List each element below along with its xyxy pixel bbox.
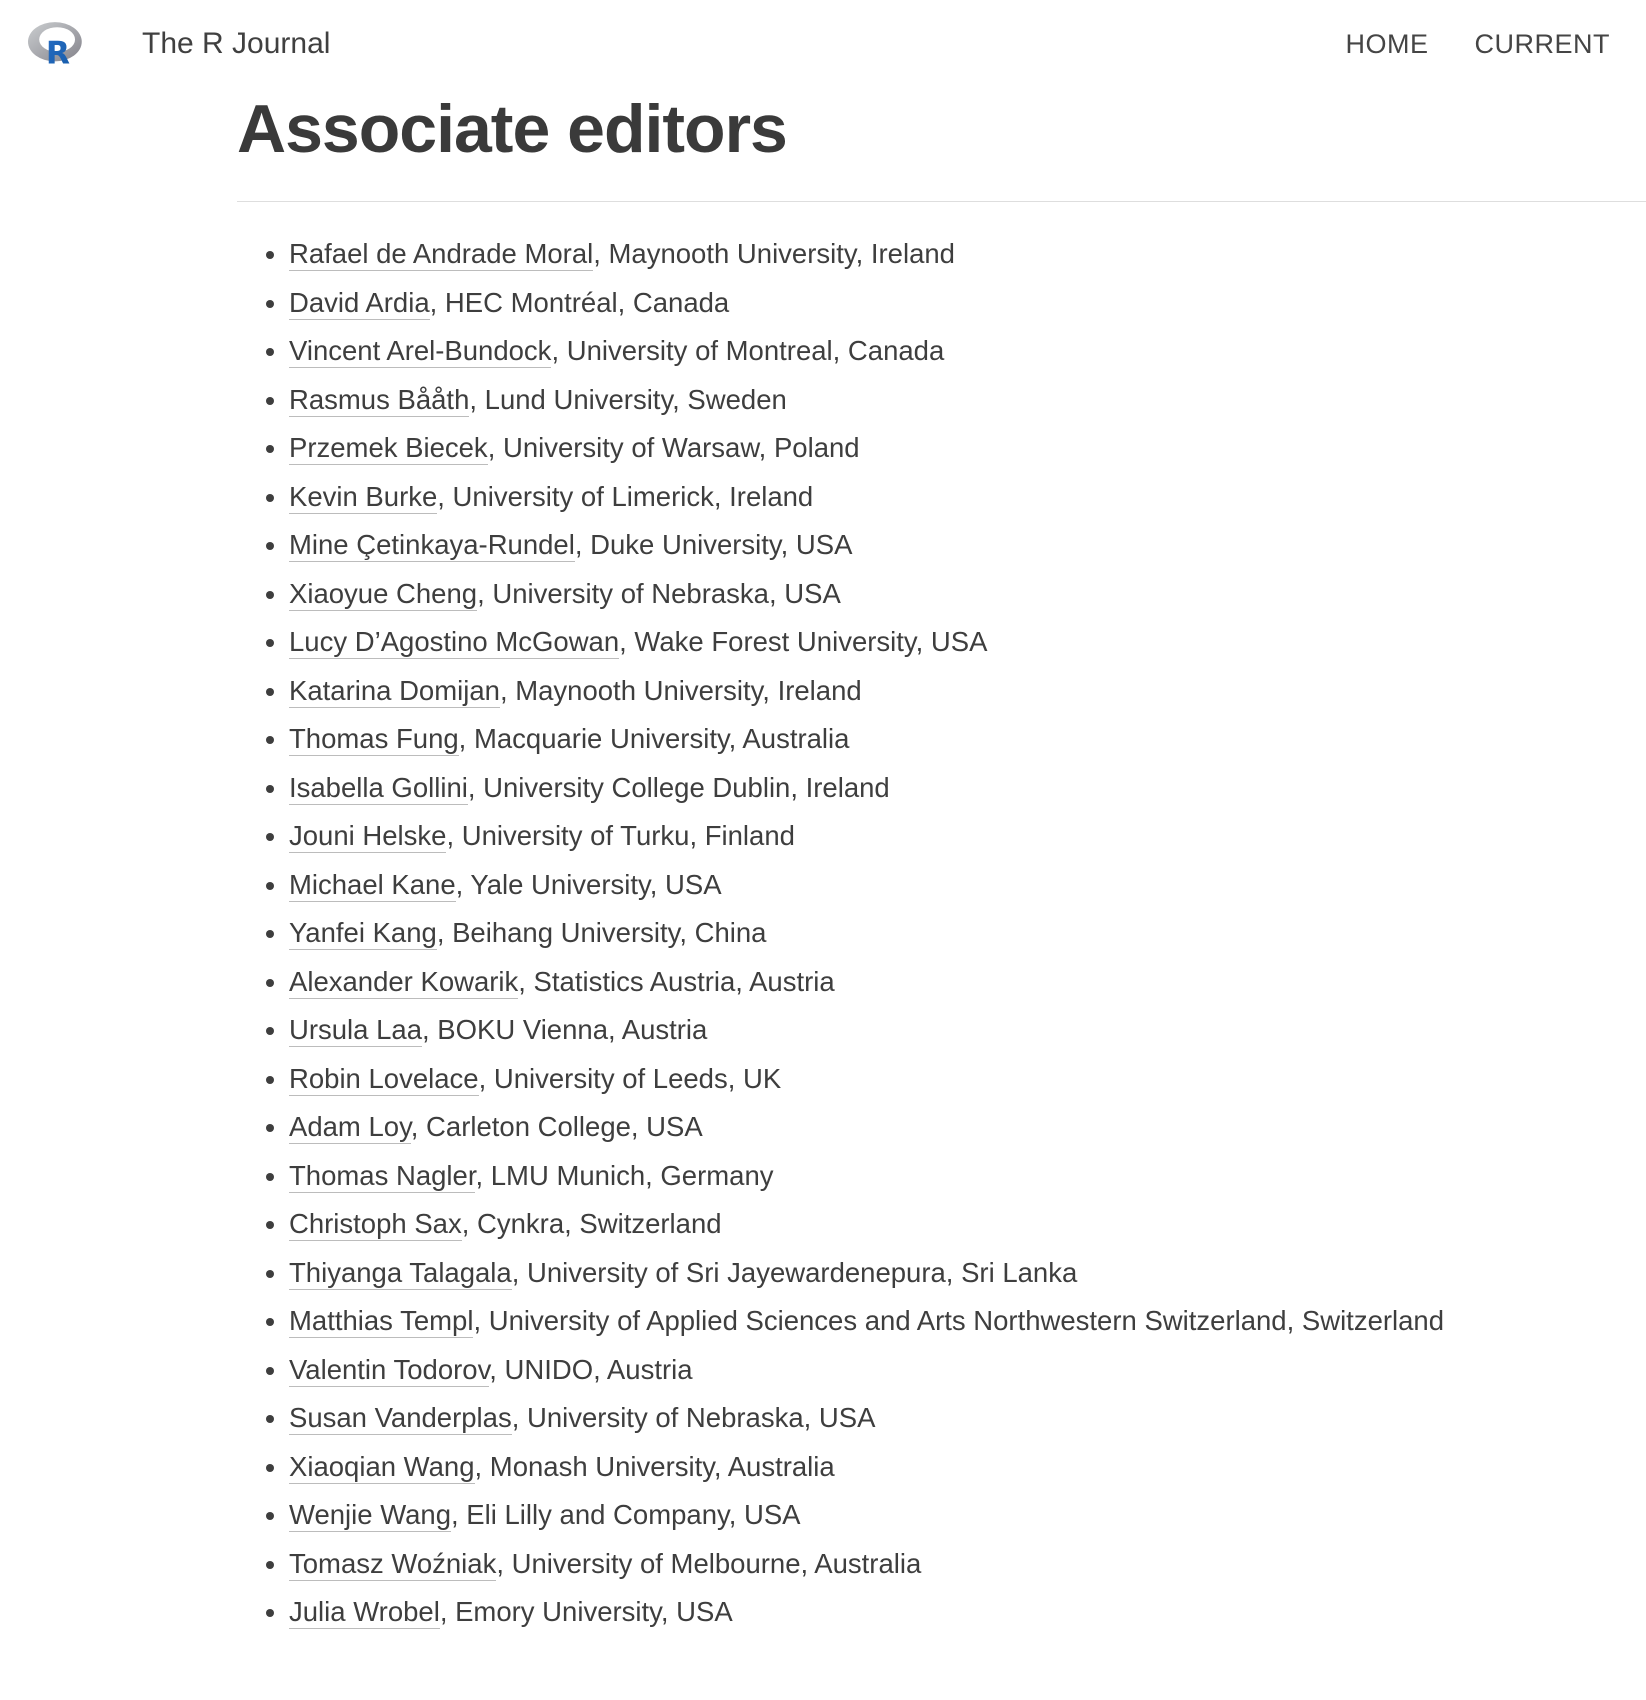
editor-link[interactable]: Katarina Domijan bbox=[289, 674, 500, 706]
editor-link[interactable]: Xiaoqian Wang bbox=[289, 1450, 475, 1482]
editor-link[interactable]: Mine Çetinkaya-Rundel bbox=[289, 529, 575, 561]
editor-affiliation: , Maynooth University, Ireland bbox=[499, 674, 862, 706]
editor-affiliation: , BOKU Vienna, Austria bbox=[422, 1014, 708, 1046]
editor-affiliation: , University of Applied Sciences and Arts Northwestern Switzerland, Switzerland bbox=[473, 1305, 1445, 1337]
editor-item bbox=[289, 570, 1646, 619]
editor-item bbox=[289, 473, 1646, 522]
editor-item bbox=[289, 909, 1646, 958]
editor-link[interactable]: Xiaoyue Cheng bbox=[289, 577, 478, 609]
editor-affiliation: , Macquarie University, Australia bbox=[458, 723, 850, 755]
editor-item bbox=[289, 1588, 1646, 1637]
editor-item bbox=[289, 1297, 1646, 1346]
site-title[interactable]: The R Journal bbox=[142, 27, 331, 60]
editor-affiliation: , Wake Forest University, USA bbox=[619, 626, 988, 658]
editor-item bbox=[289, 376, 1646, 425]
editor-affiliation: , UNIDO, Austria bbox=[489, 1353, 693, 1385]
main-nav bbox=[1346, 29, 1611, 60]
editor-affiliation: , Carleton College, USA bbox=[410, 1111, 703, 1143]
editor-link[interactable]: Lucy D’Agostino McGowan bbox=[289, 626, 620, 658]
editor-affiliation: , Lund University, Sweden bbox=[469, 383, 787, 415]
editor-affiliation: , Beihang University, China bbox=[436, 917, 767, 949]
editor-item bbox=[289, 764, 1646, 813]
editor-link[interactable]: Vincent Arel-Bundock bbox=[289, 335, 552, 367]
editor-item bbox=[289, 618, 1646, 667]
editor-item bbox=[289, 1394, 1646, 1443]
editor-link[interactable]: Matthias Templ bbox=[289, 1305, 474, 1337]
editor-item bbox=[289, 230, 1646, 279]
editor-item bbox=[289, 1346, 1646, 1395]
editor-item bbox=[289, 1006, 1646, 1055]
editor-link[interactable]: Isabella Gollini bbox=[289, 771, 468, 803]
editor-item bbox=[289, 1152, 1646, 1201]
editor-affiliation: , University of Limerick, Ireland bbox=[437, 480, 814, 512]
editor-link[interactable]: Ursula Laa bbox=[289, 1014, 422, 1046]
editor-link[interactable]: Jouni Helske bbox=[289, 820, 447, 852]
editor-link[interactable]: Rafael de Andrade Moral bbox=[289, 238, 594, 270]
editor-affiliation: , HEC Montréal, Canada bbox=[429, 286, 730, 318]
editor-item bbox=[289, 667, 1646, 716]
editor-link[interactable]: Adam Loy bbox=[289, 1111, 411, 1143]
site-header bbox=[0, 0, 1646, 72]
editor-item bbox=[289, 1055, 1646, 1104]
editor-item bbox=[289, 715, 1646, 764]
editor-link[interactable]: Thomas Fung bbox=[289, 723, 459, 755]
editor-item bbox=[289, 1491, 1646, 1540]
editor-item bbox=[289, 1103, 1646, 1152]
editor-affiliation: , LMU Munich, Germany bbox=[475, 1159, 774, 1191]
editor-link[interactable]: Wenjie Wang bbox=[289, 1499, 452, 1531]
editor-affiliation: , University College Dublin, Ireland bbox=[467, 771, 890, 803]
divider bbox=[237, 201, 1646, 202]
editor-affiliation: , University of Warsaw, Poland bbox=[487, 432, 860, 464]
content bbox=[0, 91, 1646, 1637]
editor-item bbox=[289, 521, 1646, 570]
editor-item bbox=[289, 812, 1646, 861]
editor-affiliation: , University of Montreal, Canada bbox=[551, 335, 945, 367]
editor-item bbox=[289, 1200, 1646, 1249]
editor-list bbox=[237, 230, 1646, 1637]
editor-affiliation: , University of Turku, Finland bbox=[446, 820, 795, 852]
editor-link[interactable]: Julia Wrobel bbox=[289, 1596, 440, 1628]
editor-link[interactable]: Yanfei Kang bbox=[289, 917, 437, 949]
editor-link[interactable]: Valentin Todorov bbox=[289, 1353, 490, 1385]
editor-link[interactable]: Tomasz Woźniak bbox=[289, 1547, 497, 1579]
editor-link[interactable]: David Ardia bbox=[289, 286, 430, 318]
nav-home[interactable]: HOME bbox=[1345, 28, 1429, 59]
editor-item bbox=[289, 1443, 1646, 1492]
editor-link[interactable]: Przemek Biecek bbox=[289, 432, 488, 464]
editor-item bbox=[289, 1540, 1646, 1589]
editor-affiliation: , University of Sri Jayewardenepura, Sri Lanka bbox=[511, 1256, 1078, 1288]
editor-affiliation: , Emory University, USA bbox=[439, 1596, 733, 1628]
svg-text:R: R bbox=[45, 35, 71, 67]
editor-affiliation: , University of Melbourne, Australia bbox=[496, 1547, 922, 1579]
editor-link[interactable]: Alexander Kowarik bbox=[289, 965, 519, 997]
editor-link[interactable]: Thiyanga Talagala bbox=[289, 1256, 512, 1288]
editor-item bbox=[289, 279, 1646, 328]
editor-link[interactable]: Christoph Sax bbox=[289, 1208, 462, 1240]
editor-item bbox=[289, 327, 1646, 376]
editor-affiliation: , Yale University, USA bbox=[455, 868, 722, 900]
editor-link[interactable]: Thomas Nagler bbox=[289, 1159, 476, 1191]
editor-link[interactable]: Michael Kane bbox=[289, 868, 456, 900]
editor-affiliation: , Monash University, Australia bbox=[474, 1450, 835, 1482]
editor-affiliation: , Maynooth University, Ireland bbox=[593, 238, 955, 270]
nav-current[interactable]: CURRENT bbox=[1474, 28, 1610, 59]
editor-link[interactable]: Susan Vanderplas bbox=[289, 1402, 512, 1434]
page-title: Associate editors bbox=[237, 91, 787, 167]
editor-item bbox=[289, 424, 1646, 473]
editor-affiliation: , University of Nebraska, USA bbox=[477, 577, 841, 609]
editor-link[interactable]: Rasmus Bååth bbox=[289, 383, 470, 415]
r-logo-icon[interactable] bbox=[28, 21, 84, 67]
editor-affiliation: , Duke University, USA bbox=[574, 529, 853, 561]
editor-affiliation: , University of Nebraska, USA bbox=[511, 1402, 876, 1434]
editor-affiliation: , University of Leeds, UK bbox=[478, 1062, 782, 1094]
editor-affiliation: , Statistics Austria, Austria bbox=[518, 965, 835, 997]
editor-link[interactable]: Robin Lovelace bbox=[289, 1062, 479, 1094]
editor-item bbox=[289, 1249, 1646, 1298]
editor-affiliation: , Cynkra, Switzerland bbox=[461, 1208, 722, 1240]
editor-item bbox=[289, 861, 1646, 910]
editor-affiliation: , Eli Lilly and Company, USA bbox=[451, 1499, 801, 1531]
editor-item bbox=[289, 958, 1646, 1007]
editor-link[interactable]: Kevin Burke bbox=[289, 480, 438, 512]
